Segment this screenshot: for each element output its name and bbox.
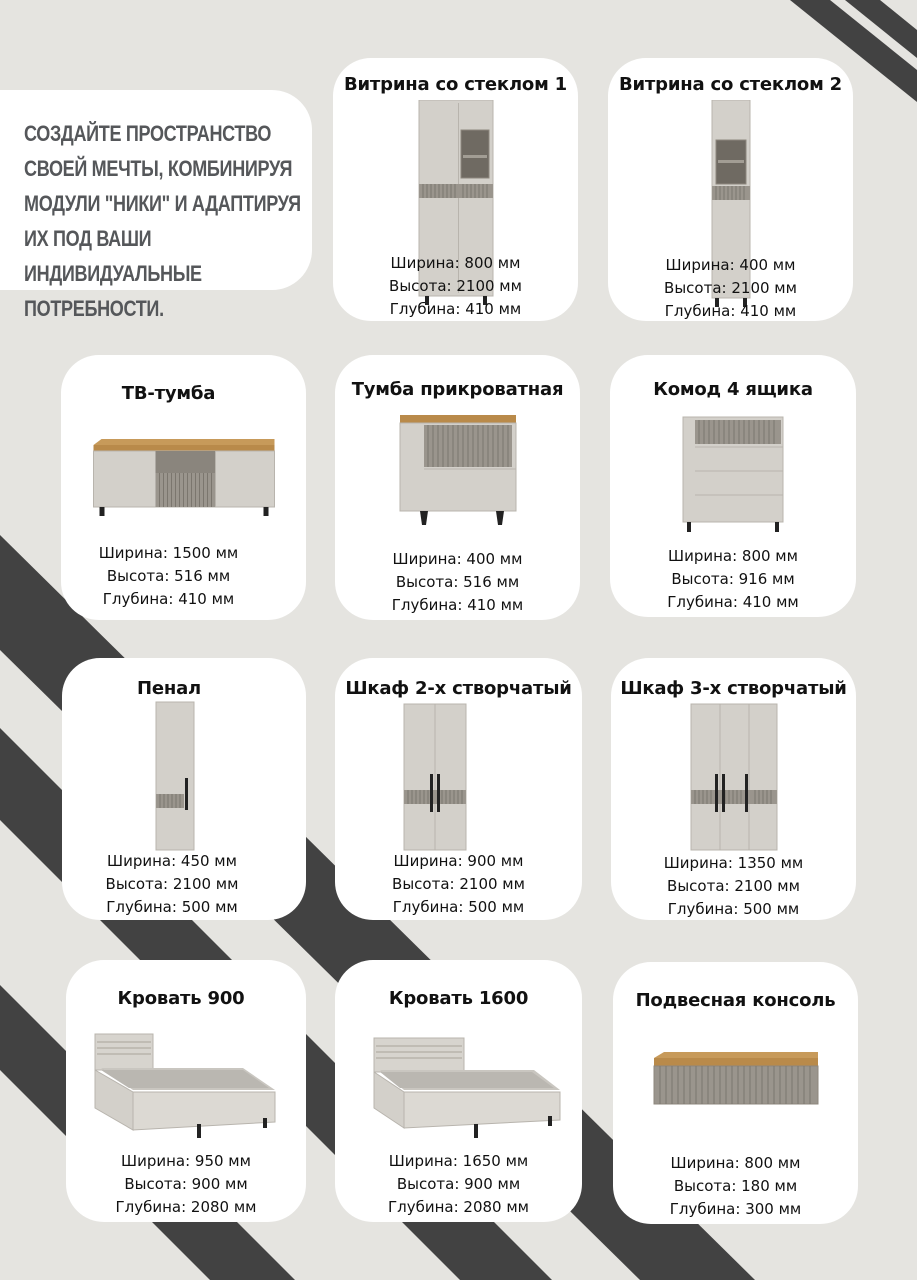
product-title: ТВ-тумба [121, 383, 216, 404]
spec-height: Высота: 900 мм [124, 1175, 248, 1193]
product-specs [613, 1152, 858, 1221]
pencil-cabinet-icon [154, 700, 196, 852]
product-title: Кровать 1600 [388, 988, 529, 1009]
product-specs [611, 852, 856, 921]
spec-width: Ширина: 400 мм [392, 550, 523, 568]
spec-width: Ширина: 400 мм [665, 256, 796, 274]
product-card[interactable] [61, 355, 306, 620]
product-specs [335, 1150, 582, 1219]
single-bed-icon [93, 1030, 279, 1145]
product-specs [31, 542, 306, 611]
spec-depth: Глубина: 500 мм [106, 898, 238, 916]
product-title: Тумба прикроватная [351, 379, 564, 400]
spec-depth: Глубина: 500 мм [667, 900, 800, 918]
spec-width: Ширина: 1650 мм [388, 1152, 529, 1170]
product-card[interactable] [333, 58, 578, 321]
product-title: Пенал [136, 678, 202, 699]
intro-banner [0, 90, 312, 321]
product-card[interactable] [335, 658, 582, 920]
product-card[interactable] [335, 355, 580, 620]
product-title: Шкаф 3-х створчатый [620, 678, 847, 699]
product-specs [608, 254, 853, 323]
spec-height: Высота: 180 мм [673, 1177, 798, 1195]
product-specs [66, 1150, 306, 1219]
product-title: Витрина со стеклом 2 [619, 74, 842, 95]
spec-height: Высота: 900 мм [396, 1175, 521, 1193]
product-title: Комод 4 ящика [653, 379, 813, 400]
product-specs [335, 850, 582, 919]
nightstand-icon [398, 413, 518, 525]
wardrobe-3-door-icon [689, 702, 779, 852]
spec-depth: Глубина: 500 мм [392, 898, 525, 916]
spec-depth: Глубина: 300 мм [669, 1200, 802, 1218]
product-card[interactable] [608, 58, 853, 321]
spec-depth: Глубина: 2080 мм [387, 1198, 529, 1216]
spec-depth: Глубина: 410 мм [664, 302, 797, 320]
product-title: Подвесная консоль [635, 990, 836, 1011]
intro-text: СОЗДАЙТЕ ПРОСТРАНСТВО СВОЕЙ МЕЧТЫ, КОМБИНИРУЯ МОДУЛИ "НИКИ" И АДАПТИРУЯ ИХ ПОД ВАШИ ИНДИВИДУАЛЬНЫЕ ПОТРЕБНОСТИ. [24, 121, 301, 321]
spec-height: Высота: 516 мм [106, 567, 231, 585]
spec-width: Ширина: 450 мм [107, 852, 237, 870]
spec-height: Высота: 2100 мм [389, 277, 522, 295]
spec-depth: Глубина: 410 мм [391, 596, 524, 614]
spec-height: Высота: 916 мм [671, 570, 795, 588]
spec-height: Высота: 2100 мм [392, 875, 525, 893]
product-card[interactable] [335, 960, 582, 1222]
spec-depth: Глубина: 410 мм [102, 590, 235, 608]
spec-height: Высота: 516 мм [395, 573, 520, 591]
chest-of-drawers-icon [681, 415, 785, 533]
product-title: Витрина со стеклом 1 [344, 74, 567, 95]
spec-depth: Глубина: 410 мм [389, 300, 522, 318]
product-card[interactable] [66, 960, 306, 1222]
spec-height: Высота: 2100 мм [667, 877, 800, 895]
product-card[interactable] [610, 355, 856, 617]
product-card[interactable] [613, 962, 858, 1224]
product-card[interactable] [611, 658, 856, 920]
product-specs [335, 548, 580, 617]
wardrobe-2-door-icon [402, 702, 468, 852]
double-bed-icon [354, 1032, 564, 1144]
spec-width: Ширина: 800 мм [390, 254, 521, 272]
spec-depth: Глубина: 410 мм [667, 593, 799, 611]
product-title: Шкаф 2-х створчатый [345, 678, 572, 699]
spec-width: Ширина: 800 мм [668, 547, 798, 565]
spec-height: Высота: 2100 мм [105, 875, 239, 893]
spec-depth: Глубина: 2080 мм [115, 1198, 257, 1216]
spec-width: Ширина: 900 мм [393, 852, 524, 870]
spec-height: Высота: 2100 мм [664, 279, 797, 297]
spec-width: Ширина: 800 мм [670, 1154, 801, 1172]
spec-width: Ширина: 950 мм [121, 1152, 251, 1170]
tv-stand-icon [91, 437, 276, 517]
spec-width: Ширина: 1500 мм [98, 544, 239, 562]
product-specs [333, 252, 578, 321]
wall-console-icon [652, 1050, 820, 1108]
product-title: Кровать 900 [117, 988, 245, 1009]
spec-width: Ширина: 1350 мм [663, 854, 804, 872]
product-specs [38, 850, 306, 919]
product-specs [610, 545, 856, 614]
product-card[interactable] [62, 658, 306, 920]
